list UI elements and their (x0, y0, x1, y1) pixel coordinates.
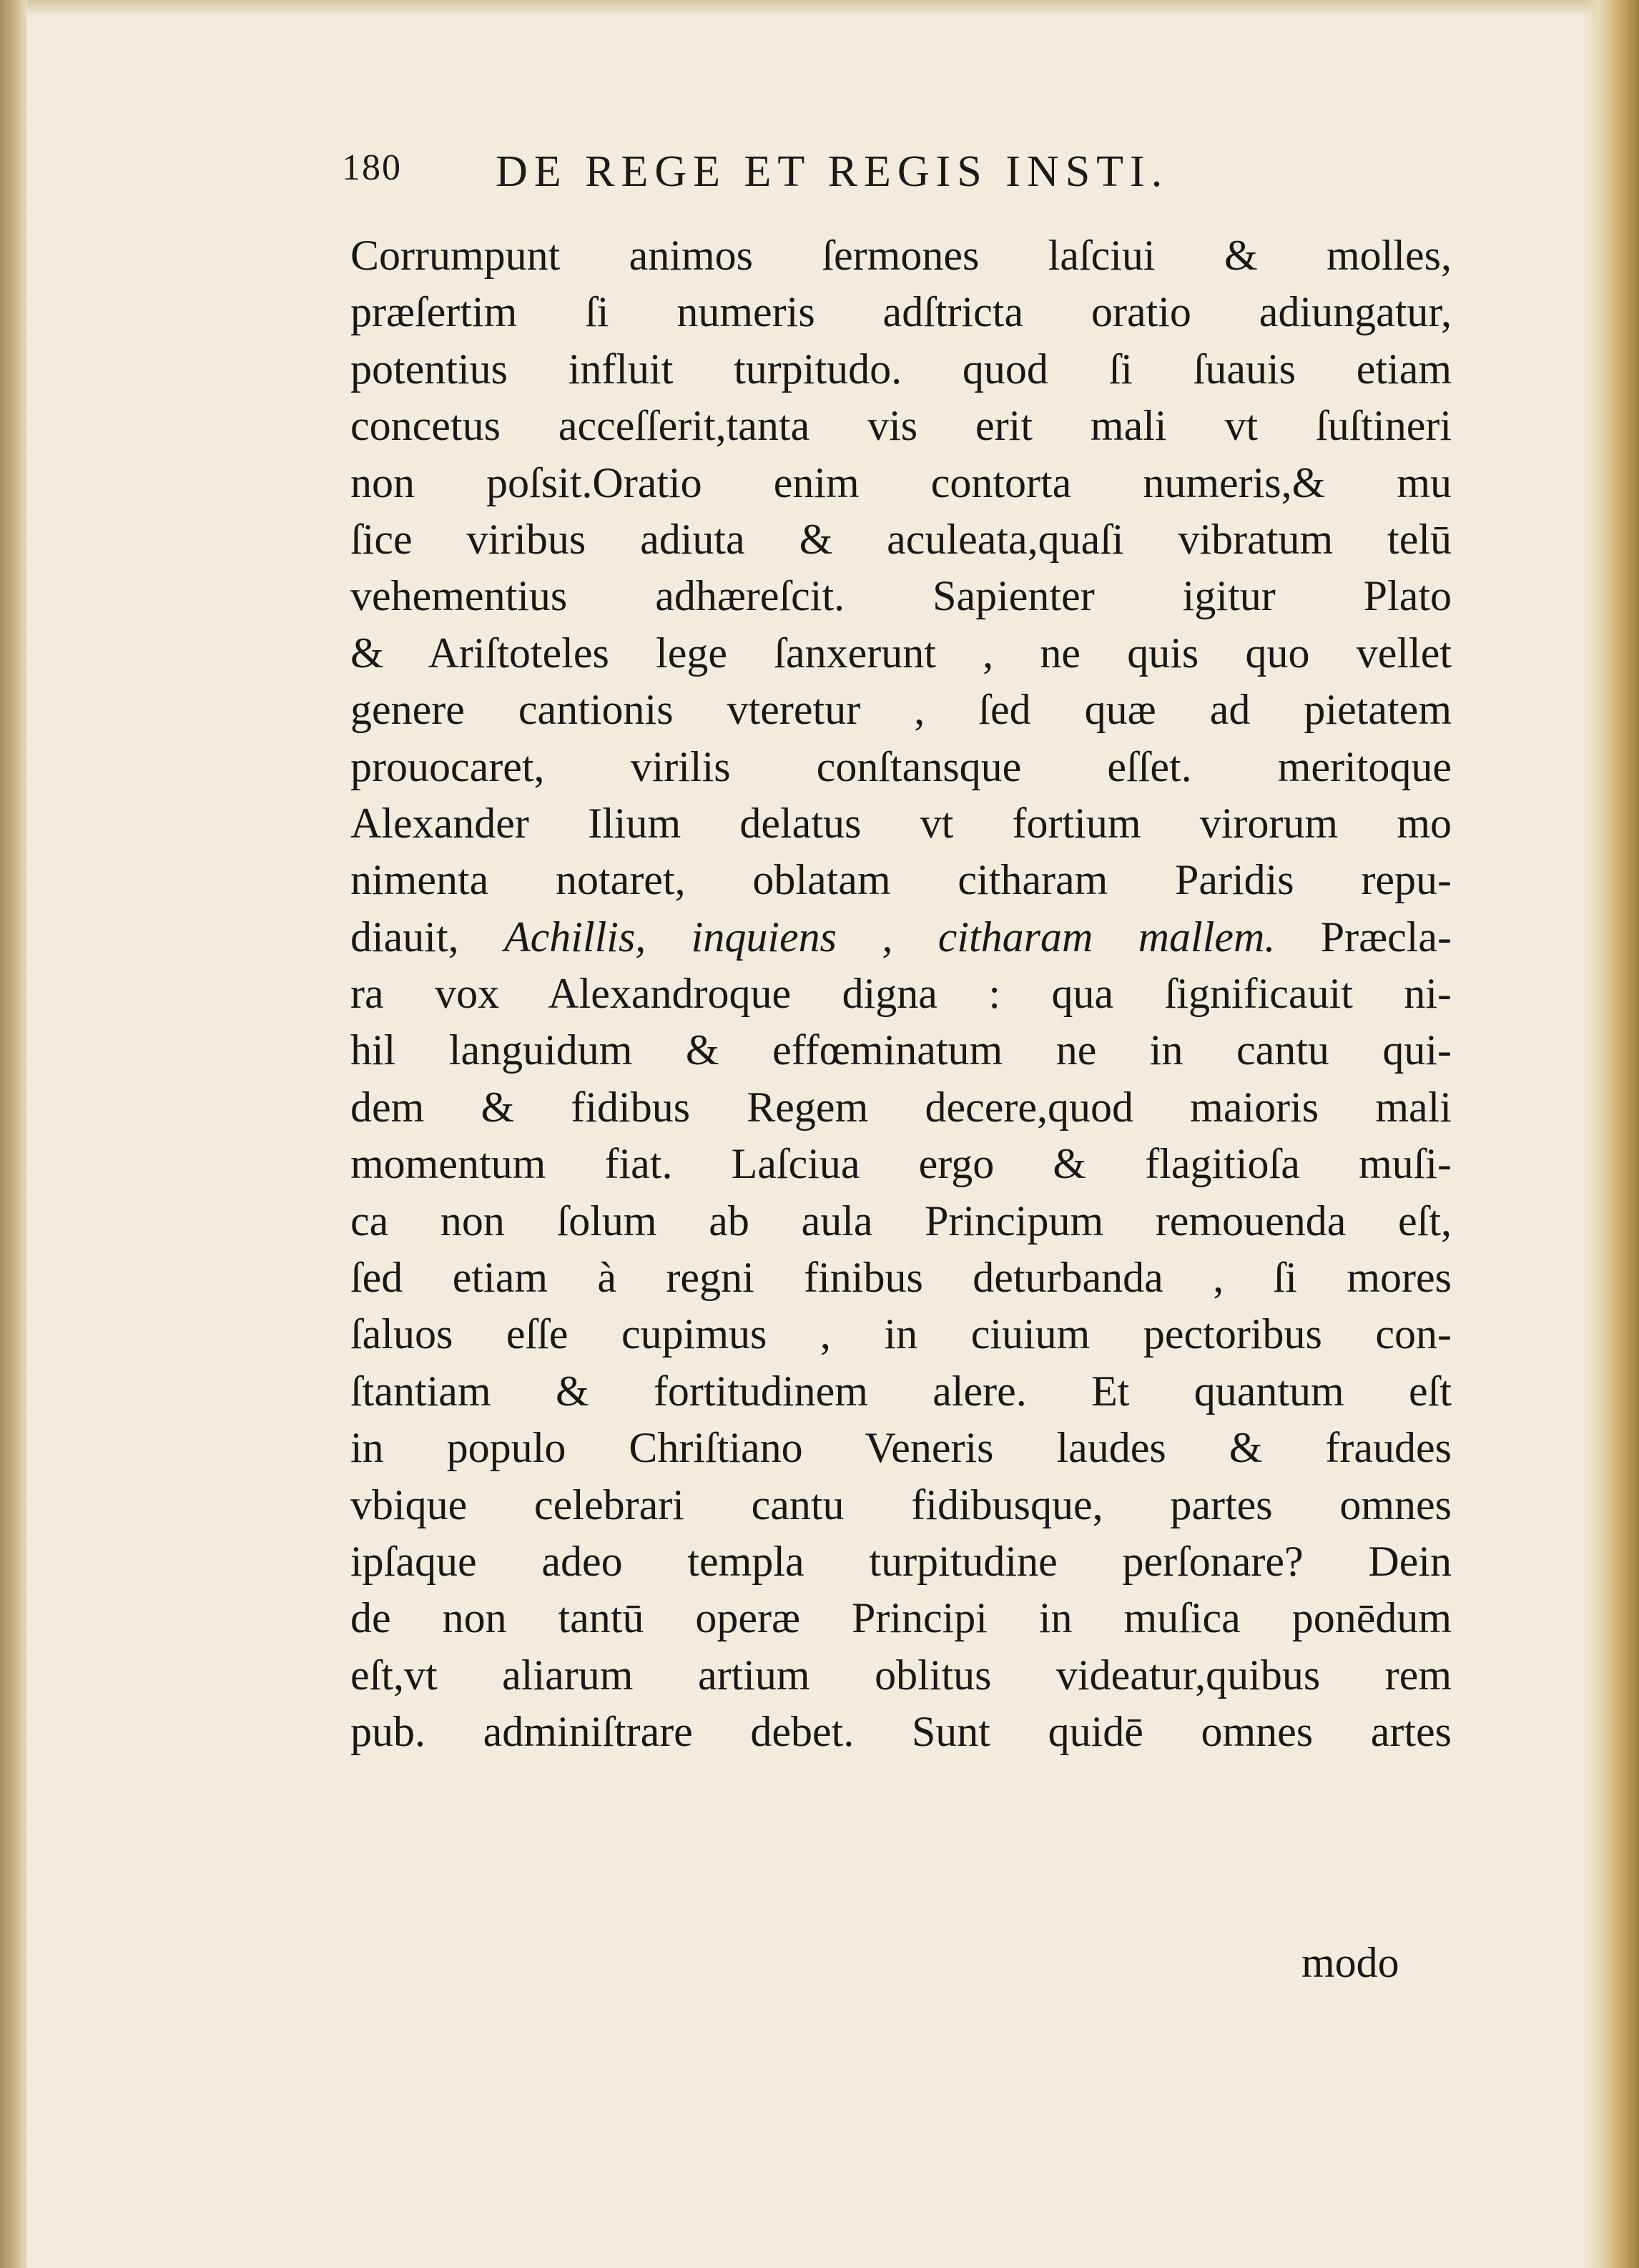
text-line: ſtantiam & fortitudinem alere. Et quantum eſt (350, 1367, 1452, 1415)
line-end: Præcla- (1320, 913, 1452, 961)
text-line: ſed etiam à regni finibus deturbanda , ſi mores (350, 1254, 1452, 1302)
catchword: modo (1301, 1939, 1399, 1986)
text-line: ipſaque adeo templa turpitudine perſonare? Dein (350, 1537, 1452, 1585)
text-line: præſertim ſi numeris adſtricta oratio adiungatur, (350, 288, 1452, 336)
text-line: ra vox Alexandroque digna : qua ſignificauit ni- (350, 970, 1452, 1018)
text-line: momentum fiat. Laſciua ergo & flagitioſa muſi- (350, 1140, 1452, 1188)
text-line: in populo Chriſtiano Veneris laudes & fraudes (350, 1424, 1452, 1472)
text-line: de non tantū operæ Principi in muſica ponēdum (350, 1594, 1452, 1642)
text-line: vbique celebrari cantu fidibusque, partes omnes (350, 1481, 1452, 1528)
text-line: ſice viribus adiuta & aculeata,quaſi vibratum telū (350, 515, 1452, 563)
italic-quotation: Achillis, inquiens , citharam mallem. (504, 913, 1276, 961)
text-line: pub. adminiſtrare debet. Sunt quidē omnes artes (350, 1708, 1452, 1756)
text-line: prouocaret, virilis conſtansque eſſet. meritoque (350, 742, 1452, 790)
text-line: ca non ſolum ab aula Principum remouenda eſt, (350, 1197, 1452, 1245)
text-line: genere cantionis vteretur , ſed quæ ad pietatem (350, 686, 1452, 734)
page-number: 180 (342, 147, 402, 188)
running-head (342, 147, 1450, 204)
text-line: Corrumpunt animos ſermones laſciui & molles, (350, 232, 1452, 279)
text-line: eſt,vt aliarum artium oblitus videatur,quibus rem (350, 1651, 1452, 1699)
body-text (350, 227, 1452, 1761)
text-line: dem & fidibus Regem decere,quod maioris mali (350, 1083, 1452, 1131)
text-line: nimenta notaret, oblatam citharam Paridis repu- (350, 856, 1452, 904)
line-start: diauit, (350, 913, 504, 961)
text-line: hil languidum & effœminatum ne in cantu qui- (350, 1026, 1452, 1074)
text-line: vehementius adhæreſcit. Sapienter igitur Plato (350, 572, 1452, 620)
text-line: non poſsit.Oratio enim contorta numeris,& mu (350, 458, 1452, 506)
text-line: potentius influit turpitudo. quod ſi ſuauis etiam (350, 345, 1452, 393)
text-line: Alexander Ilium delatus vt fortium virorum mo (350, 799, 1452, 847)
text-line: ſaluos eſſe cupimus , in ciuium pectoribus con- (350, 1310, 1452, 1358)
text-line: & Ariſtoteles lege ſanxerunt , ne quis quo vellet (350, 629, 1452, 677)
text-line: concetus acceſſerit,tanta vis erit mali vt ſuſtineri (350, 402, 1452, 450)
running-head-title: DE REGE ET REGIS INSTI. (496, 147, 1169, 196)
text-line-with-quotation (350, 909, 1452, 966)
